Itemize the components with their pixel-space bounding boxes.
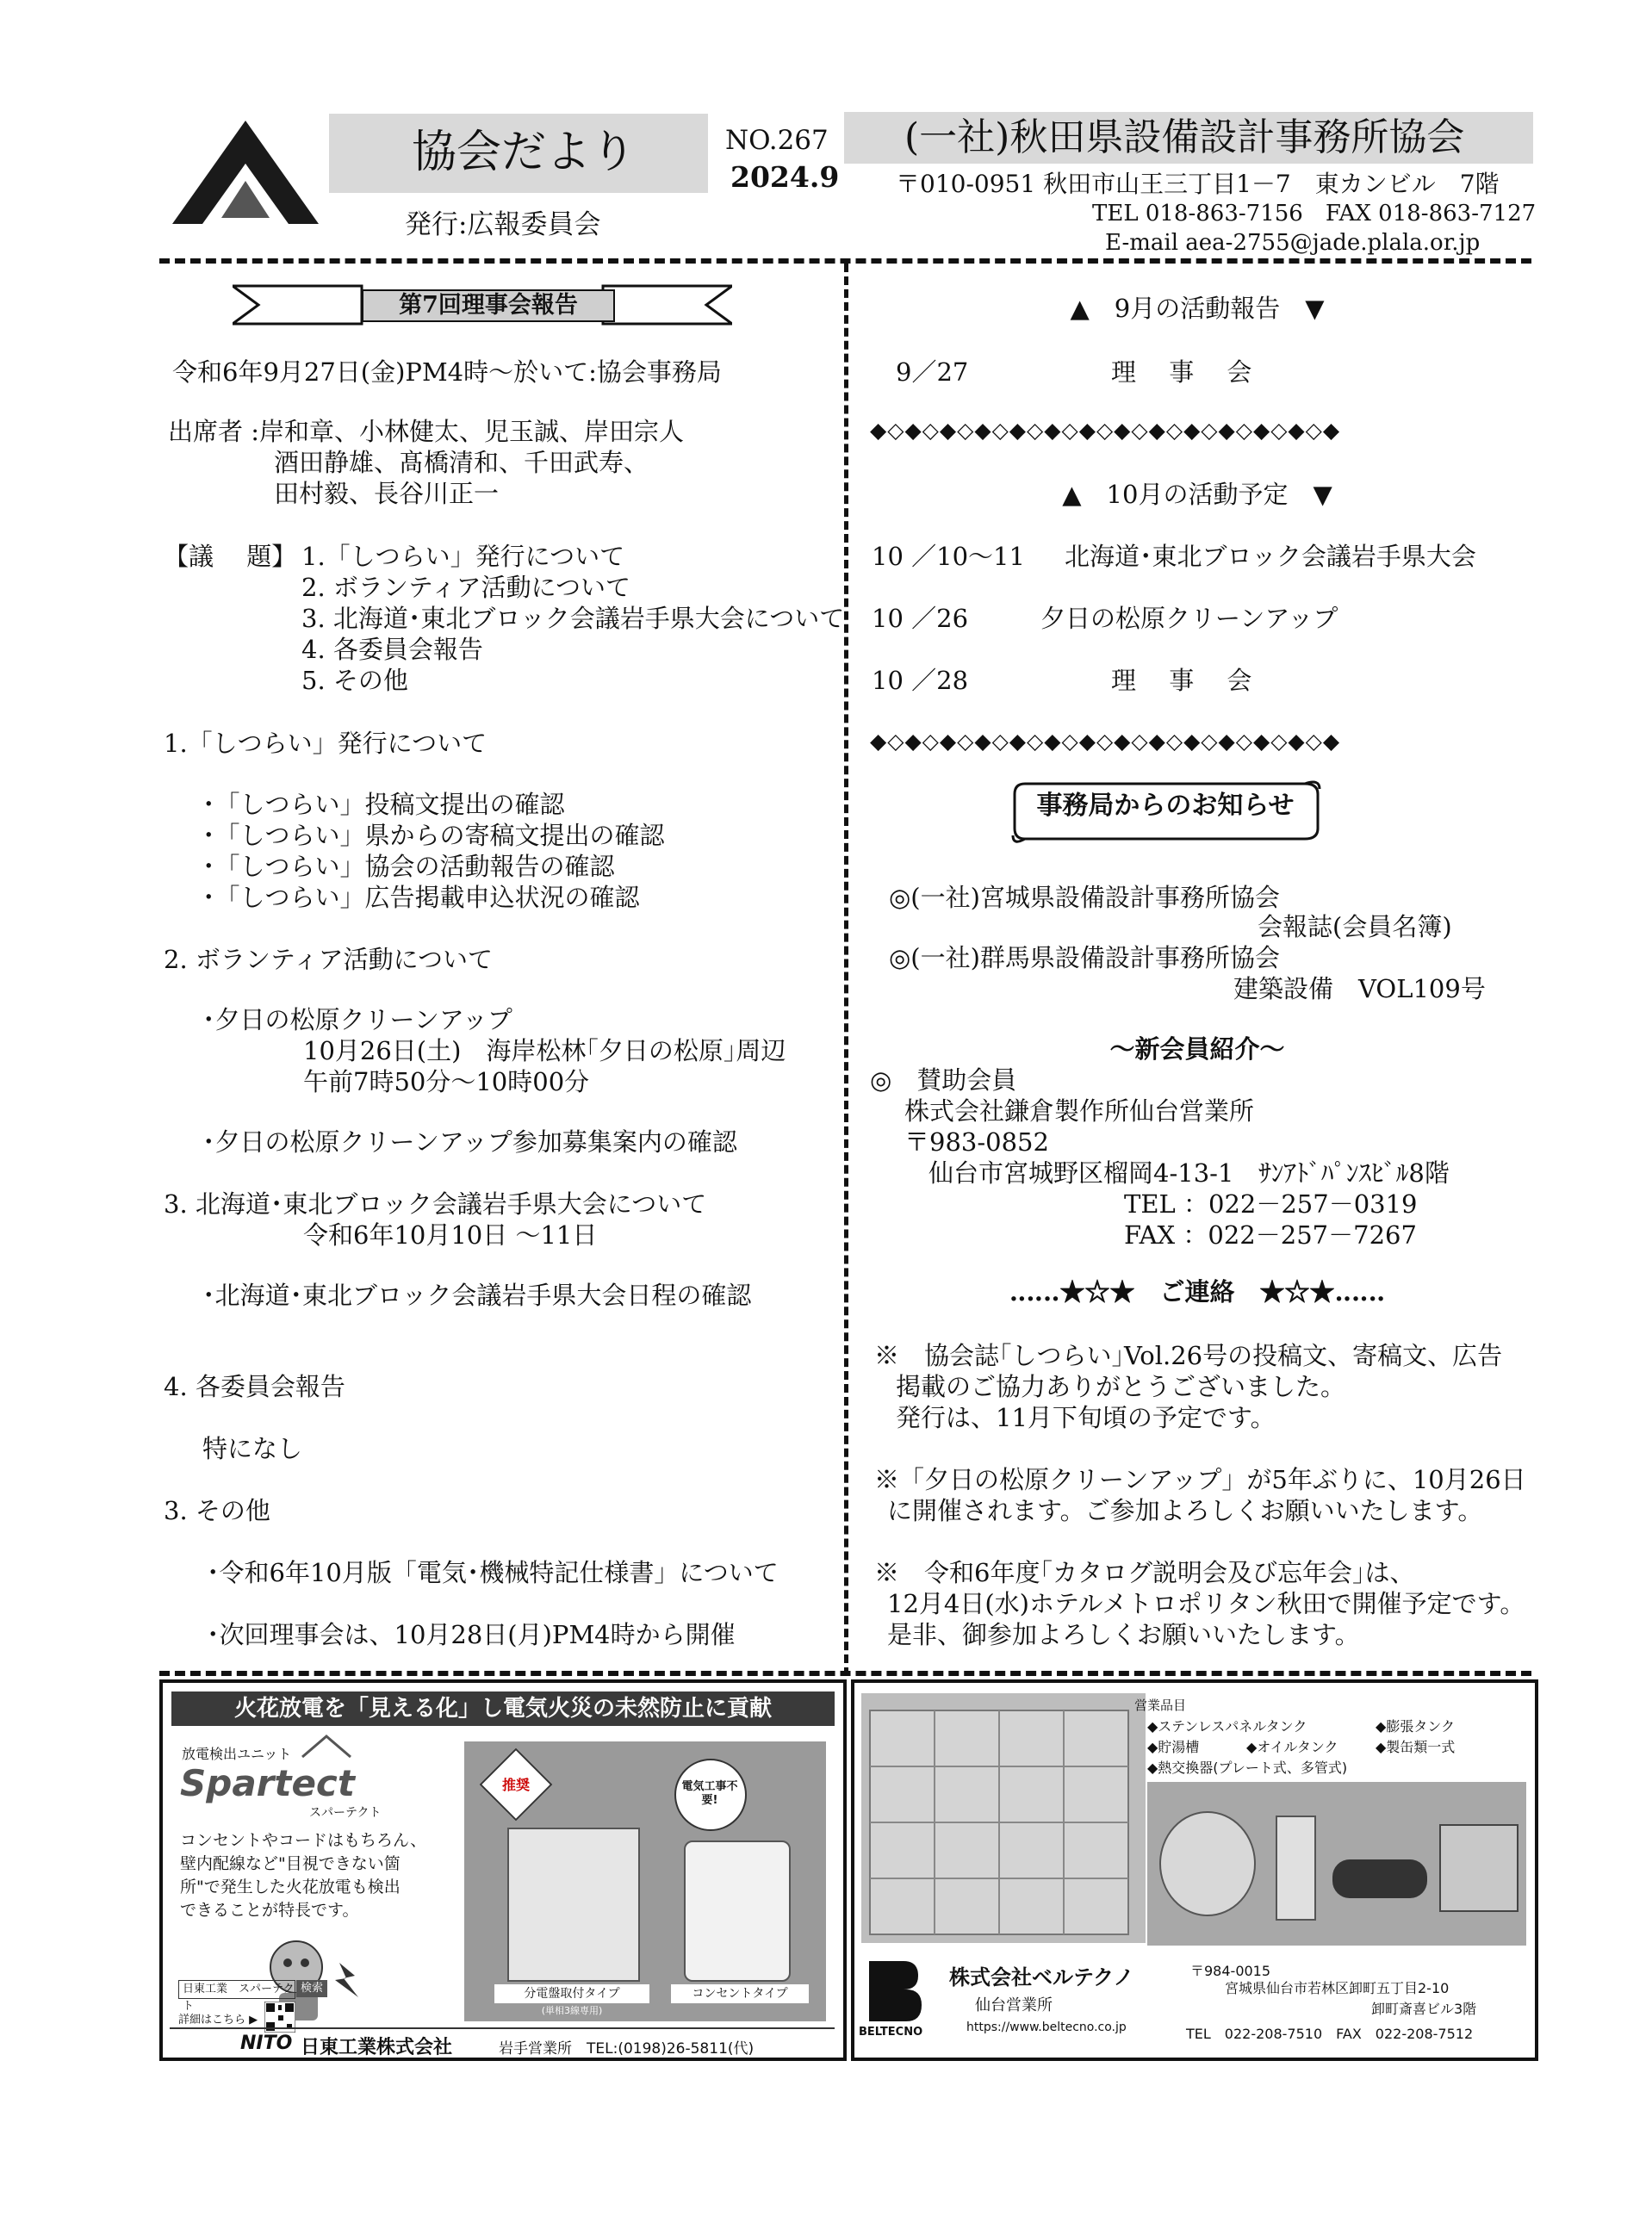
agenda-item: 1.「しつらい」発行について	[301, 542, 625, 571]
agenda-item: 3. 北海道･東北ブロック会議岩手県大会について	[301, 604, 845, 633]
house-roof-icon	[301, 1733, 352, 1759]
section-3-item: ･北海道･東北ブロック会議岩手県大会日程の確認	[202, 1281, 752, 1310]
contact-1: 掲載のご協力ありがとうございました。	[896, 1372, 1346, 1401]
desc-line: できることが特長です。	[180, 1901, 359, 1920]
org-tel-fax: TEL 018-863-7156 FAX 018-863-7127	[1092, 201, 1537, 227]
member-name: 株式会社鎌倉製作所仙台営業所	[904, 1096, 1255, 1126]
september-header: ▲ 9月の活動報告 ▼	[1070, 294, 1325, 323]
product-item: ◆熱交換器(プレート式、多管式)	[1147, 1760, 1348, 1776]
publisher: 発行:広報委員会	[405, 209, 601, 240]
notice-item: ◎(一社)群馬県設備設計事務所協会	[889, 943, 1280, 972]
beltecno-zip: 〒984-0015	[1190, 1963, 1271, 1979]
contact-title: ‥‥‥★☆★ ご連絡 ★☆★‥‥‥	[1009, 1277, 1386, 1307]
breaker-caption-sub: (単相3線専用)	[541, 2005, 603, 2016]
nitto-advertisement[interactable]	[159, 1679, 847, 2061]
notice-item: ◎(一社)宮城県設備設計事務所協会	[889, 883, 1280, 912]
equipment-photos	[1147, 1782, 1526, 1946]
contact-1: 発行は、11月下旬頃の予定です。	[896, 1403, 1276, 1432]
beltecno-company: 株式会社ベルテクノ	[949, 1965, 1134, 1989]
october-date: 10 ／28	[872, 666, 969, 695]
desc-line: 所"で発生した火花放電も検出	[180, 1878, 401, 1896]
section-1-item: ･「しつらい」投稿文提出の確認	[202, 790, 565, 819]
september-event: 理 事 会	[1111, 357, 1252, 387]
october-event: 北海道･東北ブロック会議岩手県大会	[1065, 542, 1476, 571]
section-5-item: ･令和6年10月版「電気･機械特記仕様書」について	[207, 1558, 779, 1587]
september-date: 9／27	[896, 357, 969, 387]
tank-grid-illustration	[861, 1693, 1146, 1943]
ad-headline: 火花放電を「見える化」し電気火災の未然防止に貢献	[171, 1691, 835, 1726]
association-logo	[168, 116, 323, 233]
recommend-badge: 推奨	[501, 1777, 530, 1793]
product-photo-area	[464, 1741, 826, 2021]
section-2-item-time: 午前7時50分～10時00分	[303, 1067, 590, 1096]
notice-banner: 事務局からのお知らせ	[1036, 791, 1295, 821]
product-item: ◆膨張タンク	[1376, 1718, 1455, 1735]
tank-photo	[861, 1693, 1146, 1943]
org-email: E-mail aea-2755@jade.plala.or.jp	[1105, 230, 1481, 256]
diamond-divider: ◆◇◆◇◆◇◆◇◆◇◆◇◆◇◆◇◆◇◆◇◆◇◆◇◆◇◆	[870, 418, 1341, 443]
agenda-label: 【議 題】	[164, 542, 297, 571]
search-box[interactable]: 日東工業 スパーテクト	[178, 1980, 295, 1999]
contact-1: ※ 協会誌｢しつらい｣Vol.26号の投稿文、寄稿文、広告	[874, 1341, 1503, 1370]
section-2-item: ･夕日の松原クリーンアップ参加募集案内の確認	[202, 1127, 737, 1157]
section-5-item: ･次回理事会は、10月28日(月)PM4時から開催	[207, 1620, 736, 1649]
detail-link[interactable]: 詳細はこちら ▶	[178, 2014, 258, 2027]
section-1-item: ･「しつらい」県からの寄稿文提出の確認	[202, 821, 665, 850]
attendees-line1: 出席者 :岸和章、小林健太、児玉誠、岸田宗人	[168, 417, 684, 446]
member-address: 仙台市宮城野区榴岡4-13-1 ｻﾝｱﾄﾞﾊﾟﾝｽﾋﾞﾙ8階	[928, 1158, 1450, 1188]
section-2-item: ･夕日の松原クリーンアップ	[202, 1005, 512, 1034]
section-2-title: 2. ボランティア活動について	[164, 945, 493, 974]
attendees-line3: 田村毅、長谷川正一	[274, 479, 500, 508]
breaker-caption: 分電盤取付タイプ	[494, 1984, 649, 2003]
section-5-title: 3. その他	[164, 1496, 270, 1525]
notice-item-detail: 会報誌(会員名簿)	[1258, 912, 1452, 941]
beltecno-branch: 仙台営業所	[975, 1996, 1053, 2014]
product-item: ◆オイルタンク	[1246, 1739, 1338, 1755]
member-tel: TEL ：022－257－0319	[1124, 1189, 1418, 1219]
agenda-item: 5. その他	[301, 666, 408, 695]
section-4-title: 4. 各委員会報告	[164, 1372, 345, 1401]
beltecno-logo-mark	[865, 1957, 925, 2026]
beltecno-address: 宮城県仙台市若林区卸町五丁目2-10	[1225, 1980, 1450, 1996]
beltecno-logo-text: BELTECNO	[859, 2026, 923, 2039]
new-member-title: ～新会員紹介～	[1109, 1034, 1285, 1064]
contact-3: 是非、御参加よろしくお願いいたします。	[887, 1620, 1360, 1649]
beltecno-advertisement[interactable]	[851, 1679, 1538, 2061]
section-1-item: ･「しつらい」協会の活動報告の確認	[202, 852, 615, 881]
desc-line: コンセントやコードはもちろん、	[180, 1831, 427, 1850]
ad-footer-line	[170, 2027, 835, 2029]
nitto-logo: NITO	[240, 2033, 293, 2054]
section-4-body: 特になし	[202, 1434, 303, 1463]
october-header: ▲ 10月の活動予定 ▼	[1062, 480, 1332, 509]
newsletter-title: 協会だより	[412, 127, 637, 178]
contact-3: ※ 令和6年度｢カタログ説明会及び忘年会｣は、	[874, 1558, 1415, 1587]
beltecno-building: 卸町斎喜ビル3階	[1371, 2001, 1477, 2017]
breaker-unit-image	[507, 1828, 640, 1982]
product-item: ◆製缶類一式	[1376, 1739, 1456, 1755]
report-banner: 第7回理事会報告	[362, 289, 615, 322]
outlet-caption: コンセントタイプ	[671, 1984, 809, 2003]
beltecno-url[interactable]: https://www.beltecno.co.jp	[966, 2020, 1127, 2034]
diamond-divider: ◆◇◆◇◆◇◆◇◆◇◆◇◆◇◆◇◆◇◆◇◆◇◆◇◆◇◆	[870, 729, 1341, 754]
section-1-item: ･「しつらい」広告掲載申込状況の確認	[202, 883, 640, 912]
beltecno-tel-fax: TEL 022-208-7510 FAX 022-208-7512	[1186, 2026, 1474, 2042]
section-3-title: 3. 北海道･東北ブロック会議岩手県大会について	[164, 1189, 707, 1219]
equipment-illustration	[1147, 1782, 1526, 1946]
products-title: 営業品目	[1134, 1698, 1187, 1713]
ad-description	[180, 1829, 426, 1922]
contact-2: ※「夕日の松原クリーンアップ」が5年ぶりに、10月26日	[874, 1465, 1526, 1494]
footer-divider	[159, 1671, 1531, 1676]
october-event: 夕日の松原クリーンアップ	[1040, 604, 1338, 633]
october-date: 10 ／10～11	[872, 542, 1025, 571]
product-item: ◆ステンレスパネルタンク	[1147, 1718, 1307, 1735]
contact-3: 12月4日(水)ホテルメトロポリタン秋田で開催予定です。	[887, 1589, 1525, 1618]
issue-date: 2024.9	[730, 160, 840, 194]
agenda-item: 2. ボランティア活動について	[301, 573, 630, 602]
attendees-line2: 酒田静雄、髙橋清和、千田武寿、	[274, 448, 649, 477]
brand-logo: Spartect	[180, 1762, 355, 1804]
member-type: ◎ 賛助会員	[870, 1065, 1017, 1095]
product-item: ◆貯湯槽	[1147, 1739, 1200, 1755]
nitto-company: 日東工業株式会社	[301, 2037, 453, 2058]
brand-kana: スパーテクト	[309, 1806, 382, 1820]
member-zip: 〒983-0852	[904, 1127, 1049, 1157]
org-address: 〒010-0951 秋田市山王三丁目1－7 東カンビル 7階	[896, 170, 1500, 198]
column-divider	[844, 264, 848, 1676]
nitto-branch: 岩手営業所 TEL:(0198)26-5811(代)	[499, 2040, 755, 2058]
desc-line: 壁内配線など"目視できない箇	[180, 1854, 401, 1873]
member-fax: FAX ：022－257－7267	[1124, 1220, 1417, 1250]
section-1-title: 1.「しつらい」発行について	[164, 729, 488, 758]
october-event: 理 事 会	[1111, 666, 1252, 695]
contact-2: に開催されます。ご参加よろしくお願いいたします。	[887, 1496, 1483, 1525]
outlet-unit-image	[684, 1840, 791, 1982]
issue-number: NO.267	[725, 125, 829, 156]
org-name: (一社)秋田県設備設計事務所協会	[904, 115, 1465, 159]
search-button[interactable]: 検索	[296, 1980, 327, 1997]
october-date: 10 ／26	[872, 604, 969, 633]
unit-label: 放電検出ユニット	[182, 1746, 292, 1762]
notice-item-detail: 建築設備 VOL109号	[1233, 974, 1486, 1003]
no-work-badge: 電気工事不要!	[681, 1780, 738, 1807]
section-2-item-detail: 10月26日(土) 海岸松林｢夕日の松原｣周辺	[303, 1036, 786, 1065]
section-3-date: 令和6年10月10日 ～11日	[303, 1220, 598, 1250]
meeting-info: 令和6年9月27日(金)PM4時～於いて:協会事務局	[172, 357, 722, 387]
agenda-item: 4. 各委員会報告	[301, 635, 483, 664]
